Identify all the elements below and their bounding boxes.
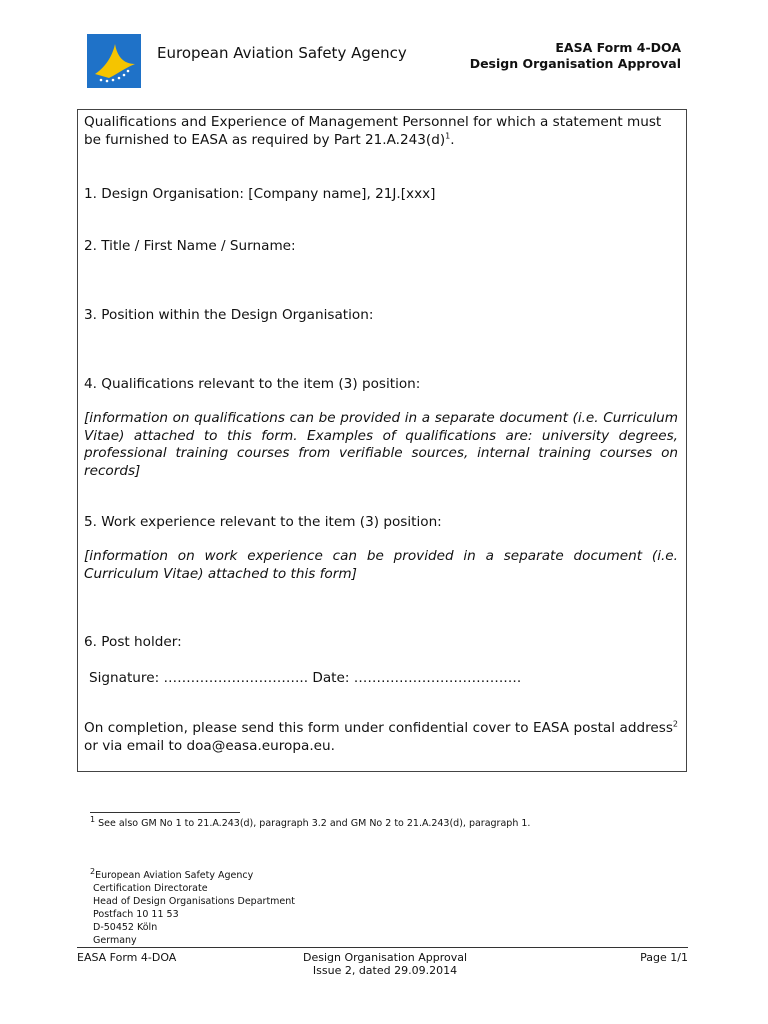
item-5-note: [information on work experience can be provided in a separate document (i.e. Curriculum Vitae) attached to this form]	[84, 548, 678, 582]
address-line: D-50452 Köln	[93, 922, 158, 933]
item-6-post-holder: 6. Post holder:	[84, 634, 182, 650]
form-title: Design Organisation Approval	[469, 56, 681, 71]
footer-page-number: Page 1/1	[640, 951, 688, 964]
item-4-qualifications: 4. Qualifications relevant to the item (3) position:	[84, 376, 421, 392]
item-4-note: [information on qualifications can be provided in a separate document (i.e. Curriculum Vitae) attached to this form. Examples of qualifications are: university degrees, professional training courses from verifiable sources, internal training courses on records]	[84, 410, 678, 479]
footnote-divider	[90, 812, 240, 813]
form-header	[470, 40, 681, 72]
bird-emblem-icon	[87, 34, 141, 88]
item-1-design-organisation: 1. Design Organisation: [Company name], 21J.[xxx]	[84, 186, 436, 202]
footer-issue: Issue 2, dated 29.09.2014	[312, 964, 458, 977]
item-3-position: 3. Position within the Design Organisation:	[84, 307, 374, 323]
footer-form-id: EASA Form 4-DOA	[77, 951, 177, 964]
form-id: EASA Form 4-DOA	[555, 40, 681, 55]
address-line: Postfach 10 11 53	[93, 909, 179, 920]
footer-title: Design Organisation Approval	[302, 951, 468, 964]
footnote-1: $^1$ See also GM No 1 to 21.A.243(d), paragraph 3.2 and GM No 2 to 21.A.243(d), paragraph 1.	[90, 814, 531, 829]
item-5-work-experience: 5. Work experience relevant to the item (3) position:	[84, 514, 442, 530]
footer-divider	[77, 947, 688, 948]
easa-logo	[87, 34, 141, 88]
address-line: Germany	[93, 935, 137, 946]
agency-name: European Aviation Safety Agency	[157, 44, 407, 62]
footer-center	[250, 951, 520, 977]
signature-date-line: Signature: ………………………….. Date: ……………………………….	[89, 670, 522, 686]
address-line: Head of Design Organisations Department	[93, 896, 296, 907]
completion-instructions: On completion, please send this form under confidential cover to EASA postal address$^2$ or via email to doa@easa.europa.eu.	[84, 719, 678, 754]
footnote-2: $^2$European Aviation Safety Agency Certification Directorate Head of Design Organisations Department Postfach 10 11 53 D-50452 Köln Germany	[90, 866, 296, 946]
address-line: Certification Directorate	[93, 883, 208, 894]
item-2-name: 2. Title / First Name / Surname:	[84, 238, 296, 254]
intro-text: Qualifications and Experience of Management Personnel for which a statement must be furnished to EASA as required by Part $21.A.243(d)^1$.	[84, 114, 662, 148]
